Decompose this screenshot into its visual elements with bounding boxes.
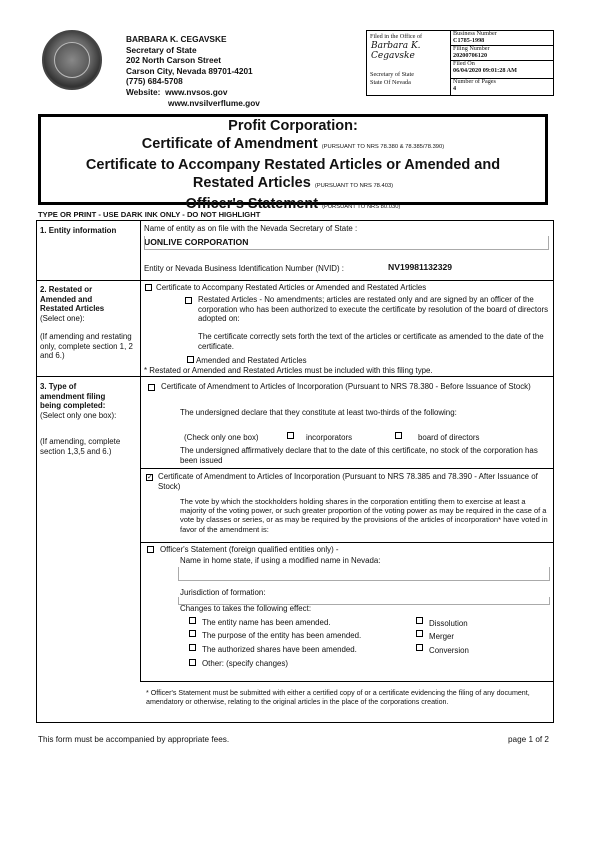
- page-number: page 1 of 2: [508, 735, 549, 744]
- section-2-footnote: * Restated or Amended and Restated Articles must be included with this filing type.: [144, 366, 433, 375]
- fees-notice: This form must be accompanied by appropriate fees.: [38, 735, 230, 744]
- checkbox-conversion[interactable]: [416, 644, 423, 651]
- jurisdiction-label: Jurisdiction of formation:: [180, 588, 266, 597]
- title-officers-statement: Officer's Statement (PURSUANT TO NRS 80.030): [185, 196, 401, 212]
- divider: [36, 220, 554, 221]
- nvid-label: Entity or Nevada Business Identification Number (NVID) :: [144, 264, 344, 273]
- changes-label: Changes to takes the following effect:: [180, 604, 312, 613]
- incorporators-label: incorporators: [306, 433, 353, 442]
- divider: [36, 722, 554, 723]
- restated-certification-text: The certificate correctly sets forth the text of the articles or certificate as amended to the date of the certificate.: [198, 332, 544, 351]
- home-state-name-label: Name in home state, if using a modified name in Nevada:: [180, 556, 381, 565]
- before-declare-text: The undersigned declare that they constitute at least two-thirds of the following:: [180, 408, 457, 417]
- business-number: C1785-1998: [453, 36, 485, 44]
- checkbox-other-changes[interactable]: [189, 659, 196, 666]
- sos-website-line: Website: www.nvsos.gov: [126, 86, 228, 97]
- filing-stamp-box: [366, 30, 554, 96]
- home-state-name-field[interactable]: [178, 567, 550, 581]
- divider: [36, 220, 37, 722]
- section-2-label: 2. Restated or Amended and Restated Articles (Select one):: [40, 285, 105, 323]
- checkbox-after-issuance[interactable]: [146, 474, 153, 481]
- check-one-box-label: (Check only one box): [184, 433, 259, 442]
- checkbox-accompany-restated[interactable]: [145, 284, 152, 291]
- option-after-issuance-label: Certificate of Amendment to Articles of Incorporation (Pursuant to NRS 78.385 and 78.390 - After Issuance of Stock): [158, 472, 538, 491]
- after-issuance-vote-text: The vote by which the stockholders holding shares in the corporation entitling them to exercise at least a majority of the voting power, or such greater proportion of the voting power as may be required in the case of a vote by classes or series, or as may be required by the provisions of the articles of incorporation* have voted in favor of the amendment is:: [180, 497, 548, 534]
- section-2-note: (If amending and restating only, complete section 1, 2 and 6.): [40, 332, 133, 361]
- sos-street: 202 North Carson Street: [126, 55, 221, 66]
- ink-instructions: TYPE OR PRINT - USE DARK INK ONLY - DO NOT HIGHLIGHT: [38, 210, 261, 219]
- option-before-issuance-label: Certificate of Amendment to Articles of Incorporation (Pursuant to NRS 78.380 - Before Issuance of Stock): [161, 382, 531, 391]
- section-3-note: (If amending, complete section 1,3,5 and 6.): [40, 437, 121, 456]
- nvid-field[interactable]: NV19981132329: [388, 262, 453, 272]
- sos-phone: (775) 684-5708: [126, 76, 183, 87]
- sos-title: Secretary of State: [126, 44, 197, 55]
- option-officers-statement-label: Officer's Statement (foreign qualified entities only) -: [160, 545, 339, 554]
- checkbox-merger[interactable]: [416, 630, 423, 637]
- checkbox-dissolution[interactable]: [416, 617, 423, 624]
- checkbox-shares-amended[interactable]: [189, 644, 196, 651]
- section-1-label: 1. Entity information: [40, 226, 117, 235]
- entity-name-label: Name of entity as on file with the Nevada Secretary of State :: [144, 224, 358, 233]
- merger-label: Merger: [429, 632, 454, 641]
- checked-mark-icon: ✓: [147, 474, 153, 481]
- change-name-amended-label: The entity name has been amended.: [202, 618, 331, 627]
- entity-name-underline: [144, 236, 549, 250]
- checkbox-restated-articles[interactable]: [185, 297, 192, 304]
- checkbox-incorporators[interactable]: [287, 432, 294, 439]
- change-purpose-amended-label: The purpose of the entity has been amended.: [202, 631, 362, 640]
- conversion-label: Conversion: [429, 646, 469, 655]
- board-of-directors-label: board of directors: [418, 433, 480, 442]
- divider: [36, 376, 554, 377]
- filing-details-cell: Business Number C1785-1998 Filing Number 20200706120 Filed On 06/04/2020 09:01:28 AM Number of Pages 4: [451, 31, 553, 95]
- checkbox-board-of-directors[interactable]: [395, 432, 402, 439]
- section-3-label: 3. Type of amendment filing being completed: (Select only one box):: [40, 382, 117, 420]
- checkbox-amended-restated[interactable]: [187, 356, 194, 363]
- filing-number: 20200706120: [453, 51, 488, 59]
- divider: [140, 542, 554, 543]
- option-accompany-restated-label: Certificate to Accompany Restated Articles or Amended and Restated Articles: [156, 283, 427, 292]
- change-other-label: Other: (specify changes): [202, 659, 288, 668]
- website-link-silverflume[interactable]: www.nvsilverflume.gov: [168, 97, 260, 108]
- checkbox-before-issuance[interactable]: [148, 384, 155, 391]
- title-certificate-accompany: Certificate to Accompany Restated Articles or Amended and: [85, 157, 501, 173]
- divider: [140, 220, 141, 682]
- option-amended-restated-label: Amended and Restated Articles: [196, 356, 307, 365]
- sos-website-line-2: [126, 98, 260, 109]
- title-certificate-amendment: Certificate of Amendment (PURSUANT TO NRS 78.380 & 78.385/78.390): [141, 136, 445, 152]
- dissolution-label: Dissolution: [429, 619, 468, 628]
- sos-city: Carson City, Nevada 89701-4201: [126, 65, 253, 76]
- title-restated-articles: Restated Articles (PURSUANT TO NRS 78.403): [192, 175, 394, 191]
- divider: [140, 681, 554, 682]
- filing-office-cell: Filed in the Office of Barbara K. Cegavske Secretary of State State Of Nevada: [367, 31, 451, 95]
- entity-name-field[interactable]: UONLIVE CORPORATION: [144, 237, 249, 247]
- checkbox-purpose-amended[interactable]: [189, 630, 196, 637]
- divider: [36, 280, 554, 281]
- nevada-state-seal-icon: [42, 30, 102, 90]
- sos-name: BARBARA K. CEGAVSKE: [126, 34, 227, 44]
- change-shares-amended-label: The authorized shares have been amended.: [202, 645, 357, 654]
- filed-on-date: 06/04/2020 09:01:28 AM: [453, 66, 517, 74]
- checkbox-name-amended[interactable]: [189, 617, 196, 624]
- divider: [553, 220, 554, 722]
- option-restated-articles-label: Restated Articles - No amendments; articles are restated only and are signed by an officer of the corporation who has been authorized to execute the certificate by resolution of the board of directors adopted on:: [198, 295, 549, 324]
- before-affirm-text: The undersigned affirmatively declare that to the date of this certificate, no stock of the corporation has been issued: [180, 446, 538, 465]
- form-title-box: [38, 114, 548, 212]
- website-link-nvsos[interactable]: www.nvsos.gov: [165, 86, 228, 97]
- number-of-pages: 4: [453, 84, 457, 92]
- secretary-signature: Barbara K. Cegavske: [371, 41, 421, 61]
- officers-statement-footnote: * Officer's Statement must be submitted with either a certified copy of or a certificate evidencing the filing of any document, amendatory or otherwise, relating to the original articles in the place of the corporations creation.: [146, 689, 530, 706]
- checkbox-officers-statement[interactable]: [147, 546, 154, 553]
- divider: [140, 468, 554, 469]
- secretary-of-state-header: [126, 34, 260, 108]
- title-profit-corporation: Profit Corporation:: [228, 118, 358, 134]
